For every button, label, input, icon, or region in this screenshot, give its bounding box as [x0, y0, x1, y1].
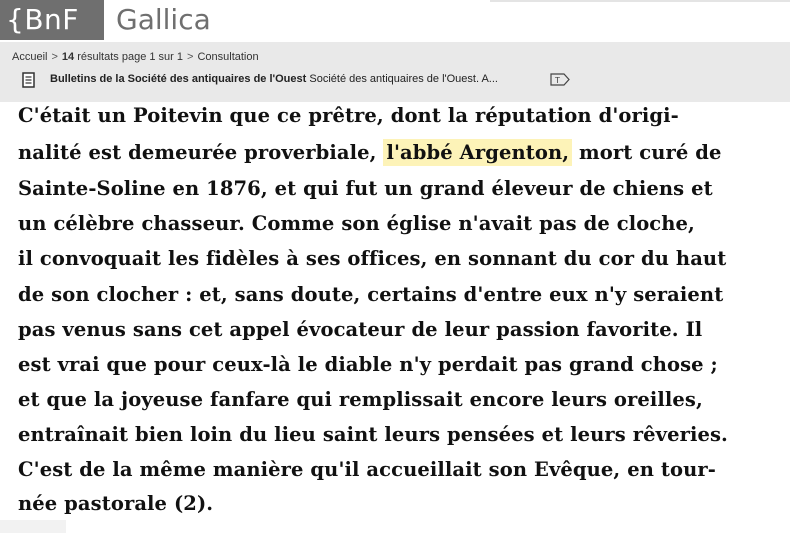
document-title-author: Société des antiquaires de l'Ouest. A... [306, 73, 498, 85]
breadcrumb-separator: > [187, 51, 194, 63]
text-line-8: est vrai que pour ceux-là le diable n'y perdait pas grand chose ; [18, 353, 718, 376]
text-mode-icon[interactable] [550, 73, 570, 86]
document-icon [22, 72, 35, 88]
breadcrumb-home-link[interactable]: Accueil [12, 51, 48, 63]
text-line-7: pas venus sans cet appel évocateur de leur passion favorite. Il [18, 318, 703, 341]
search-highlight: l'abbé Argenton, [383, 139, 572, 166]
gallica-logo[interactable]: Gallica [104, 0, 364, 40]
header-divider [490, 0, 790, 2]
text-line-9: et que la joyeuse fanfare qui remplissait encore leurs oreilles, [18, 388, 703, 411]
document-page-viewer[interactable] [0, 102, 790, 533]
document-info-bar [0, 42, 790, 102]
viewer-corner [0, 520, 66, 533]
breadcrumb-separator: > [51, 51, 58, 63]
results-label: résultats page 1 sur 1 [77, 51, 184, 63]
text-line-11: C'est de la même manière qu'il accueillait son Evêque, en tour- [18, 458, 716, 481]
svg-text:T: T [555, 76, 560, 85]
breadcrumb [12, 51, 259, 63]
text-line-3: Sainte-Soline en 1876, et qui fut un grand éleveur de chiens et [18, 177, 713, 200]
text-line-1: C'était un Poitevin que ce prêtre, dont la réputation d'origi- [18, 104, 679, 127]
breadcrumb-current: Consultation [197, 51, 259, 63]
gallica-header [0, 0, 790, 40]
results-count: 14 [61, 51, 75, 63]
bnf-logo[interactable]: {BnF [0, 0, 104, 40]
breadcrumb-results-link[interactable] [62, 51, 183, 63]
document-title[interactable] [50, 73, 560, 85]
text-line-12: née pastorale (2). [18, 492, 214, 515]
text-line-6: de son clocher : et, sans doute, certains d'entre eux n'y seraient [18, 283, 724, 306]
text-line-5: il convoquait les fidèles à ses offices, en sonnant du cor du haut [18, 247, 727, 270]
text-line-2: nalité est demeurée proverbiale, l'abbé Argenton, mort curé de [18, 141, 722, 164]
text-line-10: entraînait bien loin du lieu saint leurs pensées et leurs rêveries. [18, 423, 728, 446]
text-line-4: un célèbre chasseur. Comme son église n'avait pas de cloche, [18, 212, 695, 235]
document-title-main: Bulletins de la Société des antiquaires de l'Ouest [50, 73, 307, 85]
